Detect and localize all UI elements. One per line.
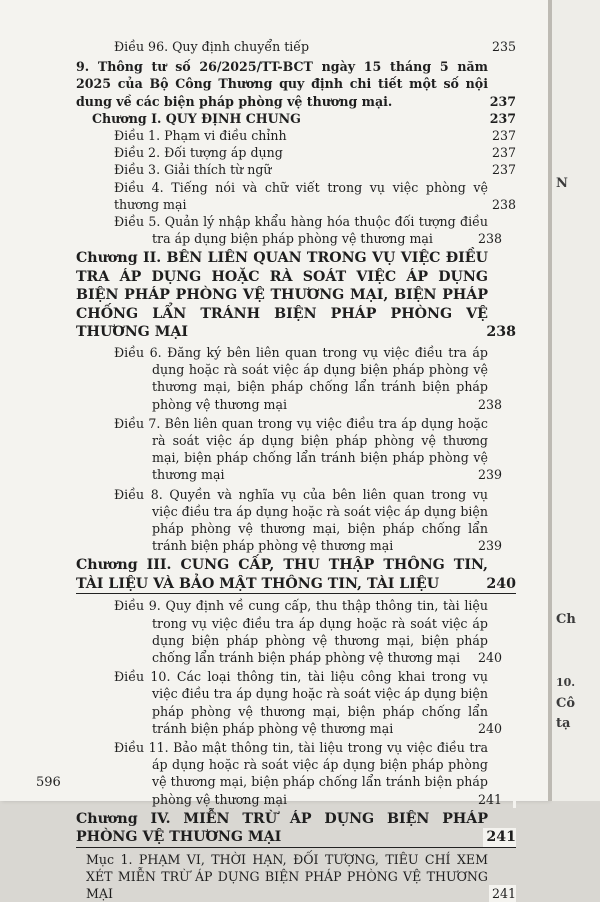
toc-entry-dieu-8: Điều 8. Quyền và nghĩa vụ của bên liên quan trong vụ việc điều tra áp dụng hoặc rà soát việc áp dụng biện pháp phòng vệ thương mại, biện pháp chống lẩn tránh biện pháp phòng vệ thương mại 239: [76, 486, 516, 555]
toc-page-number: 240: [513, 649, 516, 666]
toc-entry-dieu-5: Điều 5. Quản lý nhập khẩu hàng hóa thuộc đối tượng điều tra áp dụng biện pháp phòng vệ thương mại 238: [76, 213, 516, 247]
toc-page-number: 239: [513, 537, 516, 554]
page-number: 596: [36, 775, 61, 790]
toc-page-number: 237: [489, 127, 516, 144]
toc-entry-dieu-96: Điều 96. Quy định chuyển tiếp 235: [114, 39, 516, 54]
adjacent-page-fragment: N: [556, 176, 568, 191]
toc-page-number: 237: [487, 93, 516, 110]
toc-entry-dieu-2: Điều 2. Đối tượng áp dụng 237: [114, 145, 516, 161]
toc-entry-chuong-1: Chương I. QUY ĐỊNH CHUNG 237: [92, 110, 516, 126]
toc-page-number: 238: [483, 323, 516, 342]
adjacent-page-fragment: Ch: [556, 612, 576, 627]
adjacent-page-fragment: tạ: [556, 716, 571, 731]
toc-entry-muc-1: Mục 1. PHẠM VI, THỜI HẠN, ĐỐI TƯỢNG, TIÊU CHÍ XEM XÉT MIỄN TRỪ ÁP DỤNG BIỆN PHÁP PHÒNG VỆ THƯƠNG MẠI 241: [86, 851, 516, 902]
toc-entry-chuong-2: Chương II. BÊN LIÊN QUAN TRONG VỤ VIỆC ĐIỀU TRA ÁP DỤNG HOẶC RÀ SOÁT VIỆC ÁP DỤNG BIỆN PHÁP PHÒNG VỆ THƯƠNG MẠI, BIỆN PHÁP CHỐNG LẨN TRÁNH BIỆN PHÁP PHÒNG VỆ THƯƠNG MẠI 238: [76, 250, 516, 341]
toc-page-number: 237: [489, 161, 516, 178]
toc-page-number: 241: [489, 885, 516, 902]
adjacent-page-edge: [552, 0, 600, 801]
toc-page-number: 241: [513, 791, 516, 808]
toc-entry-dieu-4: Điều 4. Tiếng nói và chữ viết trong vụ việc phòng vệ thương mại 238: [114, 179, 516, 212]
adjacent-page-fragment: 10.: [556, 676, 576, 689]
adjacent-page-fragment: Cô: [556, 696, 576, 711]
toc-page-number: 238: [513, 230, 516, 247]
toc-entry-chuong-4: Chương IV. MIỄN TRỪ ÁP DỤNG BIỆN PHÁP PHÒNG VỆ THƯƠNG MẠI 241: [76, 810, 516, 847]
toc-page-number: 238: [513, 396, 516, 413]
toc-page-number: 235: [489, 38, 516, 55]
toc-entry-dieu-11: Điều 11. Bảo mật thông tin, tài liệu trong vụ việc điều tra áp dụng hoặc rà soát việc áp dụng biện pháp phòng vệ thương mại, biện pháp chống lẩn tránh biện pháp phòng vệ thương mại 241: [76, 739, 516, 808]
toc-entry-chuong-3: Chương III. CUNG CẤP, THU THẬP THÔNG TIN, TÀI LIỆU VÀ BẢO MẬT THÔNG TIN, TÀI LIỆU 240: [76, 556, 516, 593]
toc-entry-dieu-6: Điều 6. Đăng ký bên liên quan trong vụ việc điều tra áp dụng hoặc rà soát việc áp dụng biện pháp phòng vệ thương mại, biện pháp chống lẩn tránh biện pháp phòng vệ thương mại 238: [76, 344, 516, 413]
toc-page-number: 241: [483, 828, 516, 847]
toc-entry-dieu-3: Điều 3. Giải thích từ ngữ 237: [114, 162, 516, 178]
toc-entry-dieu-10: Điều 10. Các loại thông tin, tài liệu công khai trong vụ việc điều tra áp dụng hoặc rà soát việc áp dụng biện pháp phòng vệ thương mại, biện pháp chống lẩn tránh biện pháp phòng vệ thương mại 240: [76, 668, 516, 737]
toc-entry-dieu-1: Điều 1. Phạm vi điều chỉnh 237: [114, 128, 516, 144]
toc-page-number: 237: [489, 144, 516, 161]
toc-entry-thong-tu-9: 9. Thông tư số 26/2025/TT-BCT ngày 15 tháng 5 năm 2025 của Bộ Công Thương quy định chi tiết một số nội dung về các biện pháp phòng vệ thương mại. 237: [76, 59, 516, 109]
toc-entry-dieu-7: Điều 7. Bên liên quan trong vụ việc điều tra áp dụng hoặc rà soát việc áp dụng biện pháp phòng vệ thương mại, biện pháp chống lẩn tránh biện pháp phòng vệ thương mại 239: [76, 415, 516, 484]
table-of-contents: [76, 38, 516, 902]
divider: [76, 593, 516, 594]
toc-page-number: 240: [483, 575, 516, 594]
toc-entry-dieu-9: Điều 9. Quy định về cung cấp, thu thập thông tin, tài liệu trong vụ việc điều tra áp dụng hoặc rà soát việc áp dụng biện pháp phòng vệ thương mại, biện pháp chống lẩn tránh biện pháp phòng vệ thương mại 240: [76, 597, 516, 666]
divider: [76, 847, 516, 848]
toc-page-number: 237: [487, 110, 516, 127]
toc-page-number: 240: [513, 720, 516, 737]
toc-page-number: 239: [513, 466, 516, 483]
toc-page-number: 238: [489, 196, 516, 213]
